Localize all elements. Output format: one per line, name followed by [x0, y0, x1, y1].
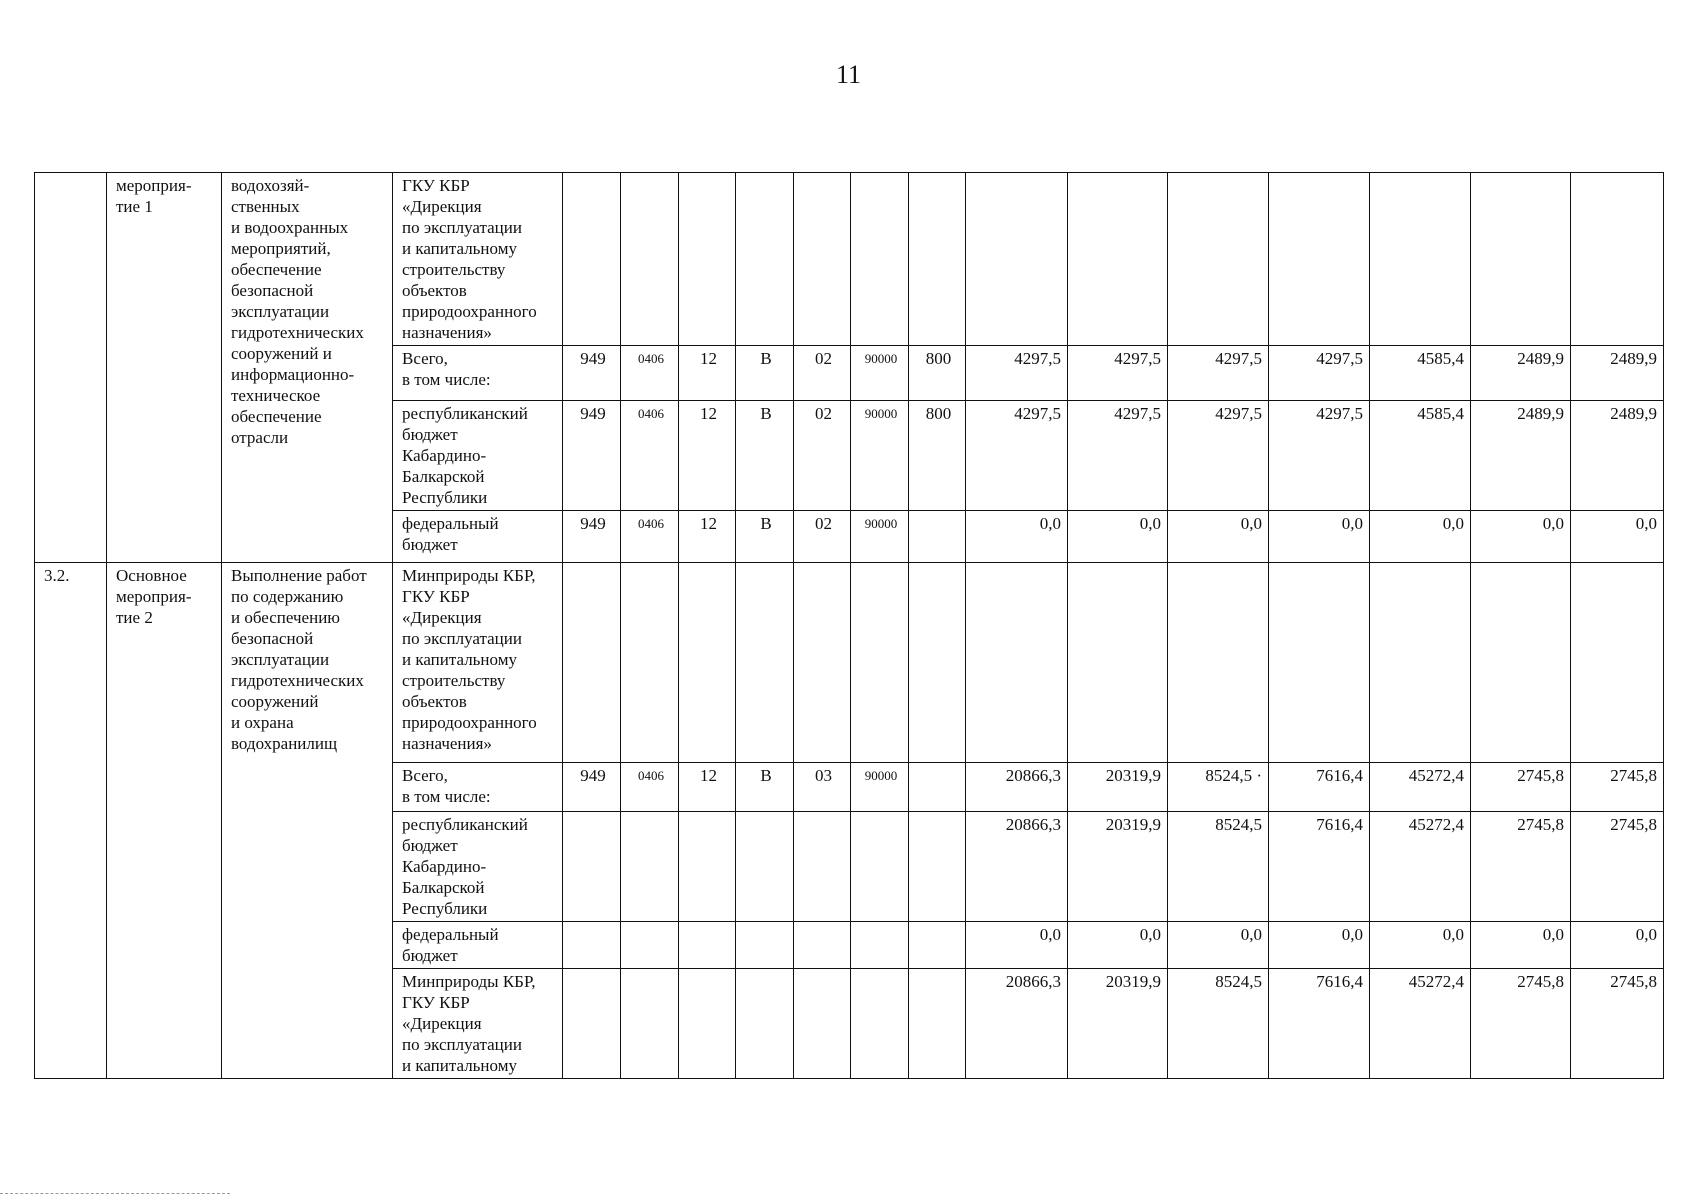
value-cell: 2489,9 [1471, 346, 1571, 401]
value-cell: 7616,4 [1269, 812, 1370, 922]
code-grbs [563, 563, 621, 763]
value-cell: 0,0 [1269, 922, 1370, 969]
code-vr: 800 [909, 346, 966, 401]
code-event [794, 812, 851, 922]
item-description: Выполнение работ по содержанию и обеспечению безопасной эксплуатации гидротехнических сооружений и охрана водохранилищ [222, 563, 393, 1079]
scan-artifact-line [0, 1193, 230, 1195]
code-program [679, 969, 736, 1079]
value-cell: 0,0 [966, 922, 1068, 969]
page-number: 11 [835, 60, 862, 89]
value-cell: 8524,5 [1168, 969, 1269, 1079]
code-rzpr [621, 563, 679, 763]
code-direction [851, 812, 909, 922]
code-rzpr: 0406 [621, 401, 679, 511]
code-grbs [563, 969, 621, 1079]
value-cell: 4297,5 [966, 346, 1068, 401]
code-vr [909, 922, 966, 969]
value-cell: 4585,4 [1370, 401, 1471, 511]
value-cell: 0,0 [966, 511, 1068, 563]
value-cell: 2745,8 [1571, 812, 1664, 922]
code-vr [909, 563, 966, 763]
value-cell: 2489,9 [1471, 401, 1571, 511]
funding-source: Минприроды КБР, ГКУ КБР «Дирекция по эксплуатации и капитальному [393, 969, 563, 1079]
value-cell: 4297,5 [1168, 346, 1269, 401]
value-cell: 4297,5 [966, 401, 1068, 511]
code-rzpr [621, 173, 679, 346]
code-subprogram: В [736, 401, 794, 511]
value-cell [1269, 563, 1370, 763]
value-cell: 0,0 [1370, 922, 1471, 969]
value-cell: 4297,5 [1068, 401, 1168, 511]
code-event [794, 922, 851, 969]
code-program [679, 173, 736, 346]
value-cell: 4297,5 [1168, 401, 1269, 511]
value-cell: 0,0 [1471, 511, 1571, 563]
value-cell: 2489,9 [1571, 346, 1664, 401]
value-cell: 20319,9 [1068, 969, 1168, 1079]
value-cell [1168, 563, 1269, 763]
value-cell [1571, 563, 1664, 763]
item-name: Основное мероприя- тие 2 [107, 563, 222, 1079]
code-subprogram [736, 563, 794, 763]
code-grbs: 949 [563, 401, 621, 511]
code-vr [909, 511, 966, 563]
value-cell: 4297,5 [1068, 346, 1168, 401]
value-cell: 45272,4 [1370, 969, 1471, 1079]
value-cell: 2745,8 [1571, 969, 1664, 1079]
item-number: 3.2. [35, 563, 107, 1079]
code-direction [851, 969, 909, 1079]
value-cell: 7616,4 [1269, 763, 1370, 812]
value-cell: 0,0 [1168, 511, 1269, 563]
value-cell: 2745,8 [1471, 763, 1571, 812]
code-program [679, 812, 736, 922]
value-cell: 2745,8 [1471, 969, 1571, 1079]
code-program: 12 [679, 763, 736, 812]
code-grbs: 949 [563, 511, 621, 563]
value-cell [1370, 563, 1471, 763]
value-cell [1571, 173, 1664, 346]
value-cell: 20319,9 [1068, 812, 1168, 922]
code-grbs [563, 812, 621, 922]
code-rzpr: 0406 [621, 763, 679, 812]
code-direction: 90000 [851, 511, 909, 563]
value-cell: 0,0 [1571, 511, 1664, 563]
funding-source: федеральный бюджет [393, 922, 563, 969]
value-cell: 0,0 [1068, 922, 1168, 969]
value-cell: 0,0 [1068, 511, 1168, 563]
code-rzpr [621, 969, 679, 1079]
code-subprogram [736, 812, 794, 922]
value-cell: 8524,5 · [1168, 763, 1269, 812]
code-vr: 800 [909, 401, 966, 511]
code-subprogram [736, 969, 794, 1079]
code-program [679, 563, 736, 763]
budget-table [34, 172, 1664, 1079]
code-program [679, 922, 736, 969]
code-rzpr: 0406 [621, 346, 679, 401]
value-cell: 0,0 [1471, 922, 1571, 969]
code-subprogram [736, 922, 794, 969]
code-vr [909, 173, 966, 346]
code-event: 02 [794, 346, 851, 401]
code-direction: 90000 [851, 346, 909, 401]
code-direction [851, 922, 909, 969]
code-event [794, 173, 851, 346]
value-cell: 45272,4 [1370, 763, 1471, 812]
value-cell [1370, 173, 1471, 346]
code-program: 12 [679, 346, 736, 401]
value-cell: 0,0 [1168, 922, 1269, 969]
value-cell: 0,0 [1571, 922, 1664, 969]
code-event: 02 [794, 401, 851, 511]
value-cell: 4297,5 [1269, 346, 1370, 401]
value-cell: 20866,3 [966, 812, 1068, 922]
code-event [794, 563, 851, 763]
code-direction [851, 563, 909, 763]
value-cell: 7616,4 [1269, 969, 1370, 1079]
value-cell: 2489,9 [1571, 401, 1664, 511]
value-cell [966, 563, 1068, 763]
code-subprogram: В [736, 763, 794, 812]
funding-source: ГКУ КБР «Дирекция по эксплуатации и капитальному строительству объектов природоохранного назначения» [393, 173, 563, 346]
value-cell: 20866,3 [966, 763, 1068, 812]
value-cell [1269, 173, 1370, 346]
value-cell [966, 173, 1068, 346]
value-cell: 8524,5 [1168, 812, 1269, 922]
value-cell: 2745,8 [1571, 763, 1664, 812]
value-cell: 4297,5 [1269, 401, 1370, 511]
code-event [794, 969, 851, 1079]
code-subprogram [736, 173, 794, 346]
code-subprogram: В [736, 346, 794, 401]
code-direction: 90000 [851, 401, 909, 511]
item-number [35, 173, 107, 563]
item-description: водохозяй- ственных и водоохранных мероприятий, обеспечение безопасной эксплуатации гидротехнических сооружений и информационно- техническое обеспечение отрасли [222, 173, 393, 563]
code-rzpr [621, 922, 679, 969]
code-rzpr: 0406 [621, 511, 679, 563]
code-direction: 90000 [851, 763, 909, 812]
code-subprogram: В [736, 511, 794, 563]
funding-source: Всего, в том числе: [393, 763, 563, 812]
code-event: 02 [794, 511, 851, 563]
code-event: 03 [794, 763, 851, 812]
code-vr [909, 812, 966, 922]
code-program: 12 [679, 401, 736, 511]
code-grbs: 949 [563, 346, 621, 401]
table-row [35, 563, 1664, 763]
value-cell [1471, 173, 1571, 346]
item-name: мероприя- тие 1 [107, 173, 222, 563]
funding-source: Всего, в том числе: [393, 346, 563, 401]
value-cell: 20319,9 [1068, 763, 1168, 812]
code-rzpr [621, 812, 679, 922]
value-cell: 4585,4 [1370, 346, 1471, 401]
funding-source: Минприроды КБР, ГКУ КБР «Дирекция по эксплуатации и капитальному строительству объектов природоохранного назначения» [393, 563, 563, 763]
funding-source: республиканский бюджет Кабардино- Балкарской Республики [393, 401, 563, 511]
funding-source: федеральный бюджет [393, 511, 563, 563]
code-program: 12 [679, 511, 736, 563]
value-cell: 20866,3 [966, 969, 1068, 1079]
code-grbs [563, 922, 621, 969]
code-vr [909, 969, 966, 1079]
value-cell: 2745,8 [1471, 812, 1571, 922]
value-cell [1068, 173, 1168, 346]
value-cell [1471, 563, 1571, 763]
value-cell: 0,0 [1370, 511, 1471, 563]
value-cell [1168, 173, 1269, 346]
funding-source: республиканский бюджет Кабардино- Балкарской Республики [393, 812, 563, 922]
code-grbs: 949 [563, 763, 621, 812]
code-direction [851, 173, 909, 346]
value-cell [1068, 563, 1168, 763]
value-cell: 45272,4 [1370, 812, 1471, 922]
value-cell: 0,0 [1269, 511, 1370, 563]
code-grbs [563, 173, 621, 346]
code-vr [909, 763, 966, 812]
table-row [35, 173, 1664, 346]
